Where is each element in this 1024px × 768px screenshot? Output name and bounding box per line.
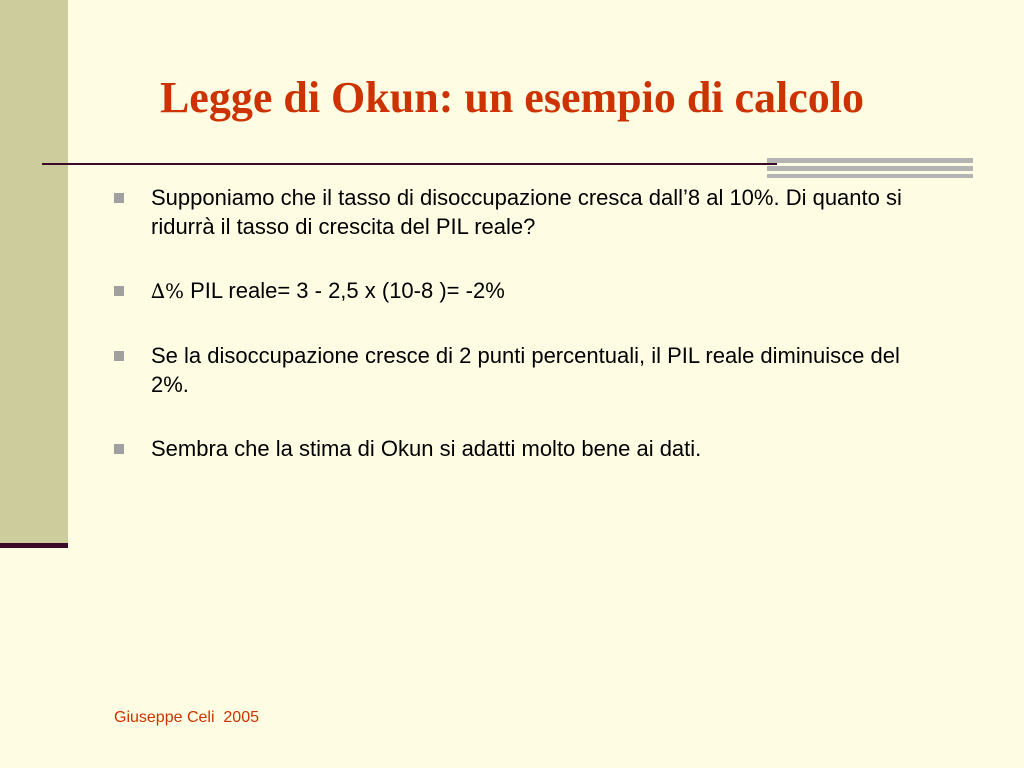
bullet-text: Supponiamo che il tasso di disoccupazione cresca dall’8 al 10%. Di quanto si ridurrà il tasso di crescita del PIL reale? [151, 185, 902, 239]
slide-title: Legge di Okun: un esempio di calcolo [159, 73, 865, 122]
bullet-text: Se la disoccupazione cresce di 2 punti percentuali, il PIL reale diminuisce del 2%. [151, 343, 900, 397]
rule-accent [767, 158, 973, 178]
bullet-text: PIL reale= 3 - 2,5 x (10-8 )= -2% [183, 278, 505, 303]
delta-percent-symbol: ∆% [151, 279, 184, 303]
bullet-marker-icon [114, 444, 124, 454]
footer-author: Giuseppe Celi 2005 [114, 709, 259, 726]
bullet-item [114, 183, 934, 241]
bullet-list [114, 183, 934, 498]
bullet-marker-icon [114, 351, 124, 361]
bullet-text: Sembra che la stima di Okun si adatti molto bene ai dati. [151, 436, 702, 461]
bullet-item [114, 276, 934, 306]
sidebar-rule [0, 543, 68, 548]
title-rule [42, 163, 777, 165]
bullet-item [114, 434, 934, 463]
bullet-marker-icon [114, 193, 124, 203]
bullet-marker-icon [114, 286, 124, 296]
bullet-item [114, 341, 934, 399]
